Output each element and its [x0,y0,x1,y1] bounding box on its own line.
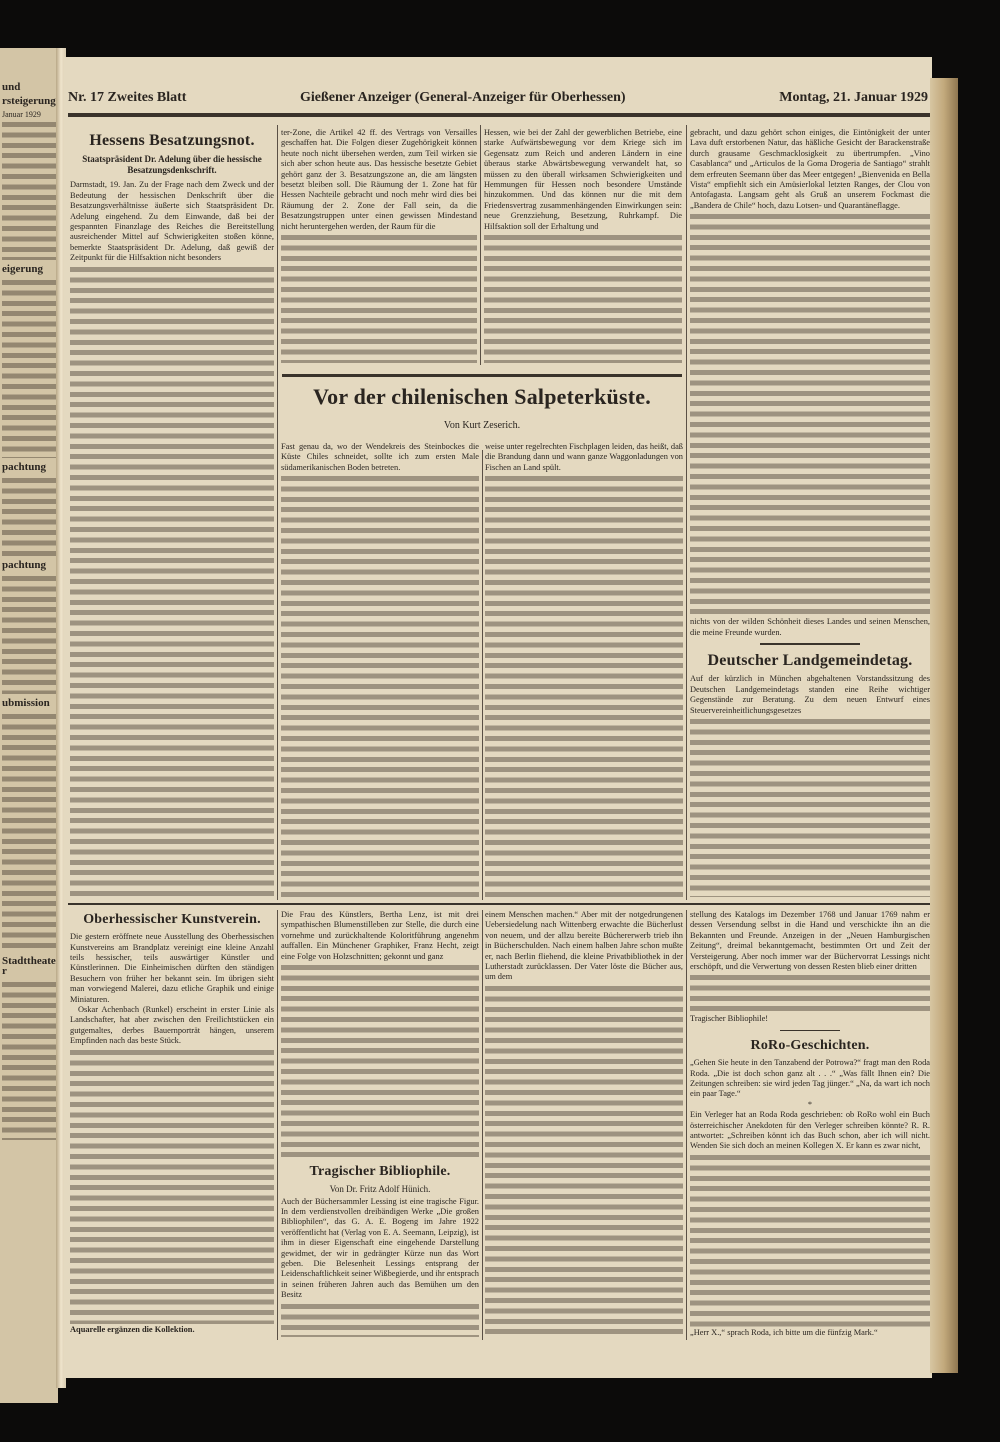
text-texture [484,233,682,363]
column-rule [686,125,687,900]
text-texture [281,963,479,1157]
text-texture [690,973,930,1012]
article-headline: Tragischer Bibliophile. [309,1164,451,1179]
article-headline: Hessens Besatzungsnot. [89,132,255,149]
text-texture [485,474,683,897]
article-text: Fast genau da, wo der Wendekreis des Steinbockes die Küste Chiles schneidet, sollte ich zum ersten Male südamerikanischen Boden betreten. [281,442,479,472]
page-stack-edge [930,78,958,1373]
column-rule [686,910,687,1340]
column-rule [482,450,483,900]
article-headline: Vor der chilenischen Salpeterküste. [313,384,651,409]
text-texture [70,265,274,897]
article-headline: RoRo-Geschichten. [750,1038,870,1053]
text-texture [690,717,930,897]
article-kunstverein [70,910,274,1335]
text-texture [281,233,477,363]
column-rule [277,125,278,900]
article-text: weise unter regelrechten Fischplagen leiden, das heißt, daß die Brandung dann und wann ganze Waggonladungen von Fischen an Land spült. [485,442,683,472]
article-bibliophile-col3 [690,910,930,1024]
column-rule [482,910,483,1340]
issue-number: Nr. 17 Zweites Blatt [68,90,187,105]
masthead-rule [68,113,930,117]
article-separator [760,643,860,645]
article-headline: Oberhessischer Kunstverein. [83,912,261,927]
column-rule [480,125,481,365]
article-salpeter-col1 [281,442,479,898]
text-texture [2,120,56,260]
text-texture [2,980,56,1140]
article-hessen-cont [484,128,682,364]
text-texture [2,476,56,556]
text-texture [485,984,683,1337]
article-text: Auf der kürzlich in München abgehaltenen Vorstandssitzung des Deutschen Landgemeindetags standen eine Reihe wichtiger Gegenstände zur Beratung. Zu dem neuen Entwurf eines Steuervereinheitlichungsgesetzes [690,674,930,715]
fragment: ubmission [2,697,50,709]
article-salpeter-col2 [485,442,683,898]
fragment: Januar 1929 [2,110,41,119]
column-rule [277,910,278,1340]
article-roro [690,1036,930,1338]
article-landgemeindetag [690,650,930,898]
article-text: Aquarelle ergänzen die Kollektion. [70,1324,195,1334]
article-bibliophile [281,1162,479,1338]
article-text: Oskar Achenbach (Runkel) erscheint in erster Linie als Landschafter, hat aber zwischen den Freilichtstücken ein gutgemaltes, derbes Bauernporträt hängen, unserem Empfinden nach das beste Stück. [70,1004,274,1046]
fragment: pachtung [2,461,47,473]
article-text: ter-Zone, die Artikel 42 ff. des Vertrags von Versailles geschaffen hat. Die Folgen dieser Zugehörigkeit können heute noch nicht übersehen werden, zum Teil wirken sie sich aber schon heute aus. Das hessische besetzte Gebiet gehört ganz der 3. Besatzungszone an, die am längsten besetzt bleiben soll. Die Räumung der 1. Zone hat für Hessen Nachteile gebracht und noch mehr wird dies bei Räumung der 2. Zone der Fall sein, da die Besatzungstruppen unter einen gewissen Mindestand nicht heruntergehen werden, der Raum für die [281,128,477,231]
newspaper-title: Gießener Anzeiger (General-Anzeiger für Oberhessen) [300,90,626,105]
text-texture [281,1302,479,1337]
article-text: Die Frau des Künstlers, Bertha Lenz, ist mit drei sympathischen Blumenstilleben zur Stelle, die durch eine vornehme und zurückhaltende Koloritführung angenehm auffallen. Ein Münchener Graphiker, Franz Hecht, zeigt eine Folge von Holzschnitten; gekonnt und ganz [281,910,479,961]
text-texture [690,212,930,616]
article-text: gebracht, und dazu gehört schon einiges, die Eintönigkeit der unter Lava duft erstorbenen Natur, das häßliche Gesicht der Barackenstraße durch grausame Geschmacklosigkeit zu übertrumpfen. „Vino Casablanca“ und „Articulos de la Goma Drogeria de Santiago“ strahlt dem erfreuten Seemann über das Meer entgegen! „Bienvenida en Bella Vista“ empfiehlt sich ein Amüsierlokal letzten Ranges, der Clou von Antofagasta. Langsam geht als Gruß an unserem Fockmast die „Bandera de Chile“ hoch, dazu Lotsen- und Quarantäneflagge. [690,128,930,210]
article-byline: Von Dr. Fritz Adolf Hünich. [329,1184,431,1195]
article-text: „Gehen Sie heute in den Tanzabend der Potrowa?“ fragt man den Roda Roda. „Die ist doch schon ganz alt . . .“ „Was fällt Ihnen ein? Die Zeitungen schreiben: sie wird jeden Tag jünger.“ „Na, da wart ich noch ein paar Tage.“ [690,1058,930,1099]
article-hessen [70,130,274,898]
text-texture [70,1048,274,1324]
article-bibliophile-col2 [485,910,683,1338]
text-texture [2,574,56,694]
text-texture [2,712,56,952]
article-headline: Deutscher Landgemeindetag. [707,652,913,669]
article-text: Die gestern eröffnete neue Ausstellung des Oberhessischen Kunstvereins am Brandplatz vereinigt eine kleine Anzahl teils hessischer, teils auswärtiger Künstler und Künstlerinnen. Die Einheimischen dürften den ständigen Besuchern von früher her bekannt sein. Im übrigen sieht man vorwiegend Malerei, dazu etliche Graphik und einige Miniaturen. [70,932,274,1004]
article-text: „Herr X.,“ sprach Roda, ich bitte um die fünfzig Mark.“ [690,1327,878,1337]
article-hessen-cont [281,128,477,364]
fragment: eigerung [2,263,43,275]
article-text: Darmstadt, 19. Jan. Zu der Frage nach dem Zweck und der Bedeutung der hessischen Denkschrift über die Besatzungsverhältnisse äußerte sich Staatspräsident Dr. Adelung eingehend. Zu dem Einwande, daß bei der gespannten Finanzlage des Reiches die Bereitstellung ausreichender Mittel auf Schwierigkeiten stoßen könne, bemerkte Staatspräsident Dr. Adelung, daß gewiß der Zeitpunkt für die Hilfsaktion nicht besonders [70,180,274,263]
article-text: nichts von der wilden Schönheit dieses Landes und seinen Menschen, die meine Freunde wurden. [690,617,930,637]
fragment: Stadttheater [2,955,56,977]
article-subtitle: Staatspräsident Dr. Adelung über die hessische Besatzungsdenkschrift. [82,154,262,176]
fragment: rsteigerung [2,95,56,107]
section-rule [282,374,682,377]
article-text: Tragischer Bibliophile! [690,1013,769,1023]
article-salpeter-col3 [690,128,930,638]
article-text: einem Menschen machen.“ Aber mit der notgedrungenen Uebersiedelung nach Wittenberg erwachte die Bücherlust von neuem, und der allzu bereite Büchererwerb trieb ihn in Bücherschulden. Nach einem halben Jahre schon mußte er, nach Berlin fliehend, die kleine Privatbibliothek in der Lutherstadt zurücklassen. Der Vater löste die Bücher aus, um dem [485,910,683,982]
text-texture [690,1153,930,1327]
text-texture [281,474,479,897]
article-separator [780,1030,840,1031]
article-text: Auch der Büchersammler Lessing ist eine tragische Figur. In dem verdienstvollen dreibändigen Werke „Die großen Bibliophilen“, das G. A. E. Bogeng im Jahre 1922 veröffentlicht hat (Verlag von E. A. Seemann, Leipzig), ist ihm in dieser Eigenschaft eine eingehende Darstellung gewidmet, der wir in gedrängter Kürze nun das Wort geben. Die Belesenheit Lessings entsprang der Leidenschaftlichkeit seiner Wißbegierde, und ihr entsprach in seinen früheren Jahren auch das Bemühen um den Besitz [281,1196,479,1300]
article-text: Hessen, wie bei der Zahl der gewerblichen Betriebe, eine starke Aufwärtsbewegung vor dem Kriege sich im Gegensatz zum Reich und anderen Ländern in eine überaus starke Abwärtsbewegung verwandelt hat, so müssen zu den überall wirksamen Schwierigkeiten und Hemmungen für Hessen noch besondere Umstände hinzukommen. Und das können nur die mit dem Friedensvertrag zusammenhängenden Einwirkungen sein: neue Grenzziehung, Besetzung, Ruhrkampf. Die Hilfsaktion soll der Erhaltung und [484,128,682,231]
separator-asterisk: * [807,1099,813,1109]
text-texture [2,278,56,458]
article-text: stellung des Katalogs im Dezember 1768 und Januar 1769 nahm er dessen Versendung selbst in die Hand und verschickte ihn an die Bekannten und Freunde. Anzeigen in der „Neuen Hamburgischen Zeitung“, dreimal bekanntgemacht, bestimmten Ort und Zeit der Versteigerung. Aber noch immer war der Büchervorrat Lessings nicht erschöpft, und die Verwertung von dessen Resten blieb einer dritten [690,910,930,972]
adjacent-page-strip [0,48,58,1403]
article-kunstverein-cont [281,910,479,1158]
article-text: Ein Verleger hat an Roda Roda geschrieben: ob RoRo wohl ein Buch österreichischer Anekdoten für den Verleger schreiben könnte? R. R. antwortet: „Schreiben könnt ich das Buch schon, aber ich will nicht. Wenden Sie sich doch an meinen Kollegen X. Er kann es zwar nicht, [690,1110,930,1151]
fragment: und [2,81,21,93]
fragment: pachtung [2,559,47,571]
article-byline: Von Kurt Zeserich. [443,420,521,431]
issue-date: Montag, 21. Januar 1929 [779,90,928,105]
section-rule [68,903,930,905]
